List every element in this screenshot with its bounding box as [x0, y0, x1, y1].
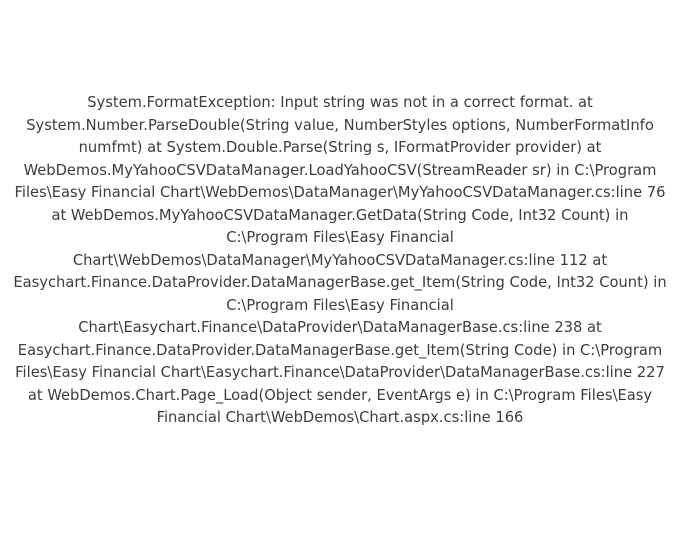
exception-stack-trace: System.FormatException: Input string was not in a correct format. at System.Number.ParseDouble(String value, NumberStyles options, NumberFormatInfo numfmt) at System.Double.Parse(String s, IFormatProvider provider) at WebDemos.MyYahooCSVDataManager.LoadYahooCSV(StreamReader sr) in C:\Program Files\Easy Financial Chart\WebDemos\DataManager\MyYahooCSVDataManager.cs:line 76 at WebDemos.MyYahooCSVDataManager.GetData(String Code, Int32 Count) in C:\Program Files\Easy Financial Chart\WebDemos\DataManager\MyYahooCSVDataManager.cs:line 112 at Easychart.Finance.DataProvider.DataManagerBase.get_Item(String Code, Int32 Count) in C:\Program Files\Easy Financial Chart\Easychart.Finance\DataProvider\DataManagerBase.cs:line 238 at Easychart.Finance.DataProvider.DataManagerBase.get_Item(String Code) in C:\Program Files\Easy Financial Chart\Easychart.Finance\DataProvider\DataManagerBase.cs:line 227 at WebDemos.Chart.Page_Load(Object sender, EventArgs e) in C:\Program Files\Easy Financial Chart\WebDemos\Chart.aspx.cs:line 166: [13, 94, 672, 426]
